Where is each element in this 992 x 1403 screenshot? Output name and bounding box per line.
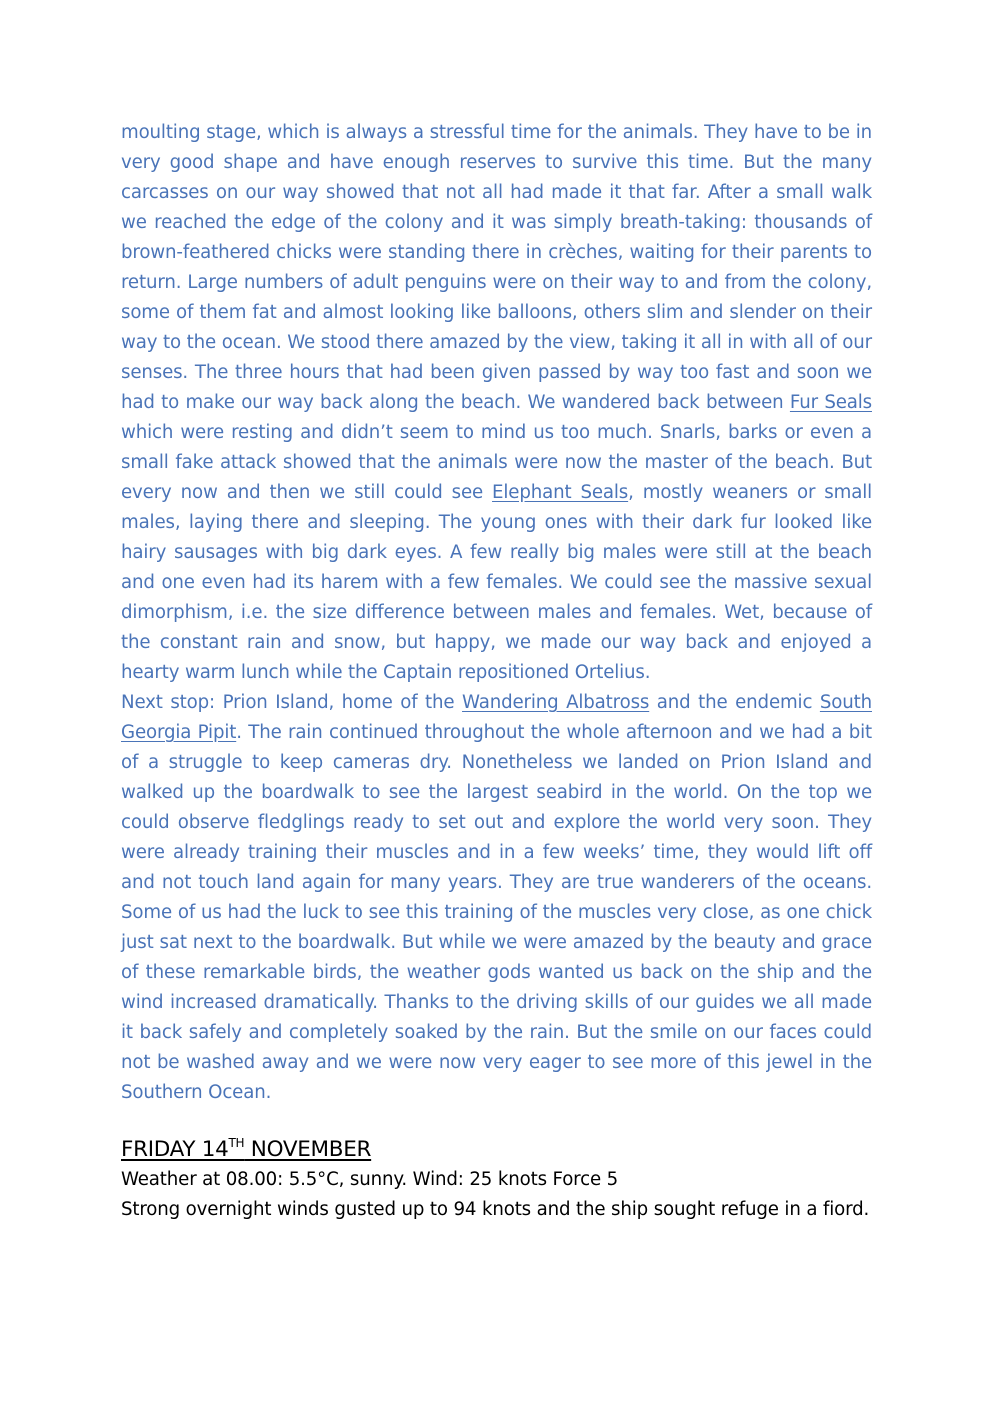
weather-line: Weather at 08.00: 5.5°C, sunny. Wind: 25 knots Force 5 <box>121 1169 619 1190</box>
paragraph-penguin-colony <box>121 118 872 688</box>
paragraph-text: , mostly weaners or small males, laying there and sleeping. The young ones with their dark fur looked like hairy sausages with big dark eyes. A few really big males were still at the beach and one even had its harem with a few females. We could see the massive sexual dimorphism, i.e. the size difference between males and females. Wet, because of the constant rain and snow, but happy, we made our way back and enjoyed a hearty warm lunch while the Captain repositioned Ortelius. <box>121 482 872 683</box>
document-page <box>121 118 872 1225</box>
heading-month: NOVEMBER <box>244 1137 372 1162</box>
link-south-georgia-pipit[interactable]: South Georgia Pipit <box>121 692 872 743</box>
overnight-note: Strong overnight winds gusted up to 94 knots and the ship sought refuge in a fiord. <box>121 1199 870 1220</box>
section-heading-date <box>121 1135 872 1165</box>
paragraph-text: moulting stage, which is always a stressful time for the animals. They have to be in very good shape and have enough reserves to survive this time. But the many carcasses on our way showed that not all had made it that far. After a small walk we reached the edge of the colony and it was simply breath-taking: thousands of brown-feathered chicks were standing there in crèches, waiting for their parents to return. Large numbers of adult penguins were on their way to and from the colony, some of them fat and almost looking like balloons, others slim and slender on their way to the ocean. We stood there amazed by the view, taking it all in with all of our senses. The three hours that had been given passed by way too fast and soon we had to make our way back along the beach. We wandered back between <box>121 122 872 413</box>
link-fur-seals[interactable]: Fur Seals <box>789 392 872 413</box>
paragraph-text: which were resting and didn’t seem to mind us too much. Snarls, barks or even a small fake attack showed that the animals were now the master of the beach. But every now and then we still could see <box>121 422 872 503</box>
paragraph-text: and the endemic <box>649 692 820 713</box>
paragraph-text: . The rain continued throughout the whole afternoon and we had a bit of a struggle to keep cameras dry. Nonetheless we landed on Prion Island and walked up the boardwalk to see the largest seabird in the world. On the top we could observe fledglings ready to set out and explore the world very soon. They were already training their muscles and in a few weeks’ time, they would lift off and not touch land again for many years. They are true wanderers of the oceans. Some of us had the luck to see this training of the muscles very close, as one chick just sat next to the boardwalk. But while we were amazed by the beauty and grace of these remarkable birds, the weather gods wanted us back on the ship and the wind increased dramatically. Thanks to the driving skills of our guides we all made it back safely and completely soaked by the rain. But the smile on our faces could not be washed away and we were now very eager to see more of this jewel in the Southern Ocean. <box>121 722 872 1103</box>
paragraph-prion-island <box>121 688 872 1108</box>
paragraph-text: Next stop: Prion Island, home of the <box>121 692 463 713</box>
link-elephant-seals[interactable]: Elephant Seals <box>492 482 629 503</box>
heading-day: FRIDAY 14 <box>121 1137 229 1162</box>
link-wandering-albatross[interactable]: Wandering Albatross <box>462 692 650 713</box>
heading-ordinal: TH <box>228 1136 245 1150</box>
